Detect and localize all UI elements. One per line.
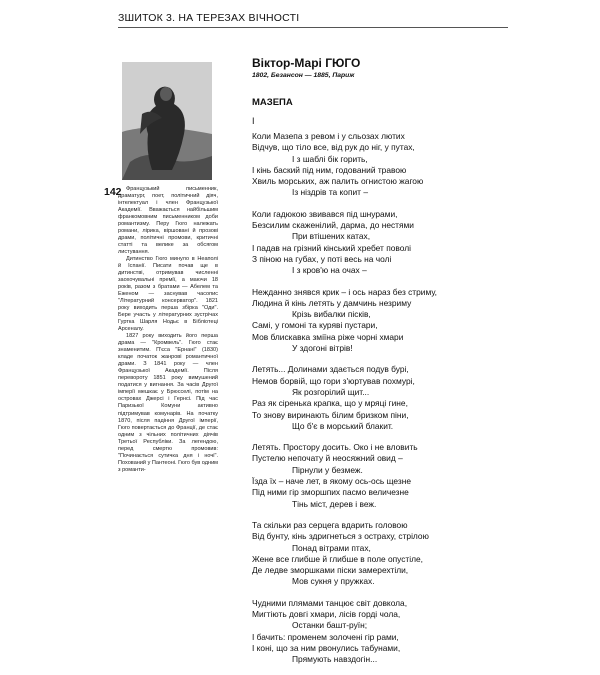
poem-line: Що б'є в морський блакит. [292,420,394,431]
poem-line: І коні, що за ним рвонулись табунами, [252,642,401,653]
poem-line: З піною на губах, у поті весь на чолі [252,253,392,264]
poem-line: Тінь міст, дерев і веж. [292,498,377,509]
poem-stanza [252,520,522,588]
poem-line: Летять. Простору досить. Око і не вловить [252,442,418,453]
poem-line: Коли гадюкою звивався під шнурами, [252,208,398,219]
poem-line: Самі, у гомоні та курявi пустари, [252,320,378,331]
poem-line: І бачить: променем золочені гір рами, [252,631,399,642]
poem-line: Понад вітрами птах, [292,542,371,553]
poem-line: Відчув, що тіло все, від рук до ніг, у путах, [252,142,415,153]
poem-line: І з кров'ю на очах – [292,265,367,276]
poem-line: Раз як сіренька крапка, що у мряці гине, [252,398,408,409]
poem-line: При втішених катах, [292,231,371,242]
poem-line: Чудними плямами танцює світ довкола, [252,597,408,608]
poem-line: Нежданно знявся крик – і ось нараз без стриму, [252,286,437,297]
author-portrait [122,62,212,180]
poem-title: МАЗЕПА [252,97,293,108]
poem-stanza [252,598,522,666]
page-number: 142 [104,186,122,198]
poem-line: Останки башт-руїн; [292,620,368,631]
poem-stanza [252,209,522,277]
bio-paragraph: 1827 року виходить його перша драма — "Кромвель". Гюго стає знаменитим. П'єса "Ернані" (1830) кладе початок жанрові романтичної драми. З 1841 року — член Французької Академії. Після перевороту 1851 року вимушений податися у вигнання. За часів Другої імперії мешкає у Брюсселі, потім на островах Джерсі і Гернсі. Під час Паризької Комуни активно підтримував комунарів. На початку 1870, після падіння Другої імперії, Гюго повертається до Франції, де стає одним з чільних політичних діячів Третьої Республіки. За легендою, перед смертю промовив: "Починається сутичка дня і ночі". Похований у Пантеоні. Гюго був одним з романти- [118,333,218,473]
portrait-figure-graphic [122,62,212,180]
poem-line: Людина й кінь летять у дамчинь незриму [252,297,412,308]
poem-line: То знову виринають білим бризком піни, [252,409,409,420]
poem-line: Їзда їх – наче лет, в якому ось-ось щезне [252,476,411,487]
poem-line: Та скільки раз серцега вдарить головою [252,519,408,530]
bio-paragraph: Французький письменник, драматург, поет, політичний діяч, інтелектуал і член Французької Академії. Вважається найбільшим франкомовним письменником доби романтизму. Перу Гюго належать романи, лірика, віршовані й прозові драми, політичні промови, критичні статті та велике за обсягом листування. [118,186,218,256]
poem-line: І падав на грізний кінський хребет поволі [252,242,411,253]
poem-body [252,131,522,675]
poem-line: Пірнули у безмеж. [292,464,363,475]
bio-paragraph: Дитинство Гюго минуло в Неаполі й Іспанії. Писати почав ще в дитинстві, отримував численні заохочувальні премії, а маючи 18 років, разом з братами — Абелем та Еженом — заснував часопис "Літературний консерватор". 1821 року виходить перша збірка "Оди". Бере участь у літературних зустрічах Гуртка Шарля Нодьє в Бібліотеці Арсеналу. [118,256,218,333]
poem-line: Від бунту, кінь здригнеться з остраху, стрілою [252,531,429,542]
poem-line: Із ніздрів та копит – [292,187,368,198]
poem-stanza [252,364,522,432]
poem-line: Як розгорілий щит... [292,386,370,397]
poem-line: Де ледве зморшками піски замерехтіли, [252,565,409,576]
poem-stanza [252,442,522,510]
poem-line: Немов борвій, що гори з'юртував похмурі, [252,375,415,386]
poem-line: Під ними гір зморшпих пасмо величезне [252,487,409,498]
poem-line: Прямують навздогін... [292,654,378,665]
author-biography [118,186,218,474]
author-name: Віктор-Марі ГЮГО [252,56,361,70]
running-header: ЗШИТОК 3. НА ТЕРЕЗАХ ВІЧНОСТІ [118,12,300,24]
poem-line: Мов блискавка зміїна ріже чорні хмари [252,331,404,342]
poem-line: Коли Мазепа з ревом і у сльозах лютих [252,131,405,141]
poem-line: Жене все глибше й глибше в поле опустіле, [252,553,423,564]
poem-stanza [252,287,522,355]
poem-line: Мов сукня у пружках. [292,576,375,587]
poem-line: І з шаблі бік горить, [292,153,368,164]
poem-line: Летять... Долинами здається подув бурі, [252,364,409,375]
poem-line: Безсилим скаженілий, дарма, до нестями [252,220,414,231]
poem-line: І кінь баский під ним, годований травою [252,164,407,175]
poem-line: Хвиль морських, аж палить огнистою жагою [252,176,424,187]
poem-line: Крізь вибалки пісків, [292,309,371,320]
poem-line: У здогоні вітрів! [292,343,353,354]
poem-line: Мигтіють довгі хмари, лісів горді чола, [252,608,401,619]
author-dates: 1802, Безансон — 1885, Париж [252,72,355,79]
poem-stanza [252,131,522,199]
poem-line: Пустелю непочату й неосяжний овид – [252,453,403,464]
poem-part-number: I [252,116,255,126]
header-rule [118,27,508,28]
